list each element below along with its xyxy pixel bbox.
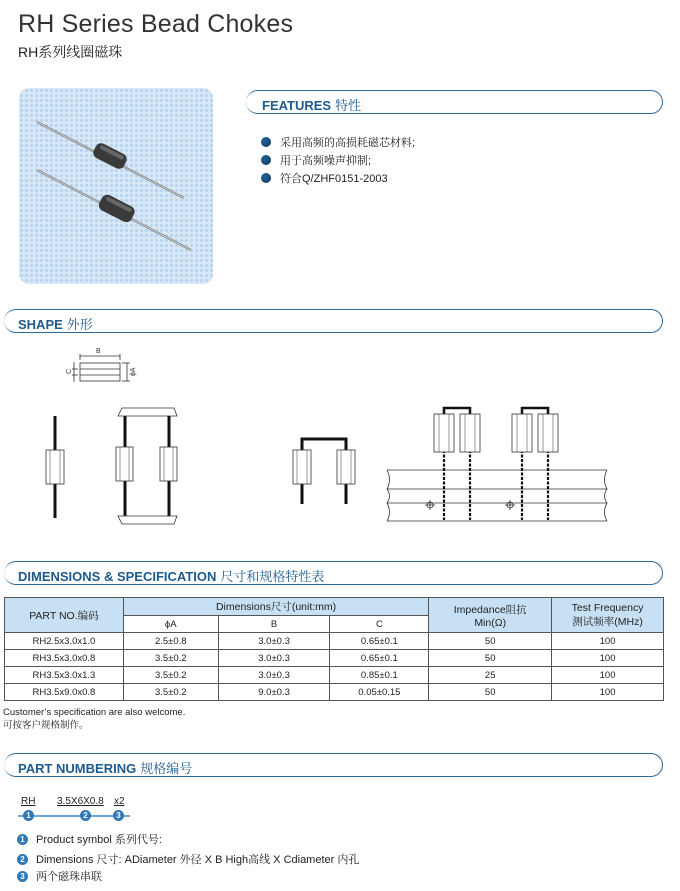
header-part-no: PART NO.编码 [5,598,124,633]
cell-frequency: 100 [552,650,664,667]
cell-a: 3.5±0.2 [123,667,218,684]
double-bead-frame-drawing [116,408,177,524]
header-dimensions: Dimensions尺寸(unit:mm) [123,598,428,616]
cell-frequency: 100 [552,667,664,684]
header-impedance: Impedance阻抗 Min(Ω) [429,598,552,633]
dim-label-b: B [96,348,101,355]
custom-spec-note-cn: 可按客户规格制作。 [3,720,89,731]
header-c: C [330,616,429,633]
shape-section-bar [4,309,663,333]
single-bead-drawing [46,416,64,518]
pcb-mount-drawing [387,408,607,521]
cell-c: 0.85±0.1 [330,667,429,684]
shape-heading-en: SHAPE [18,317,63,332]
cell-part: RH2.5x3.0x1.0 [5,633,124,650]
feature-item: 符合Q/ZHF0151-2003 [261,170,388,186]
cell-part: RH3.5x3.0x0.8 [5,650,124,667]
part-numbering-item: 2 Dimensions 尺寸: ADiameter 外径 X B High高线 X Cdiameter 内孔 [17,851,359,867]
cell-b: 3.0±0.3 [218,633,330,650]
cell-c: 0.65±0.1 [330,633,429,650]
number-1-icon: 1 [17,834,28,845]
specification-table [4,597,664,701]
part-numbering-heading-cn: 规格编号 [140,761,193,776]
cell-b: 3.0±0.3 [218,667,330,684]
marker-1: 1 [23,810,34,821]
page-subtitle: RH系列线圈磁珠 [18,44,123,60]
dimensions-heading-cn: 尺寸和规格特性表 [220,569,325,584]
marker-2: 2 [80,810,91,821]
dimensions-heading [18,566,324,585]
dimension-bead-drawing [72,354,130,382]
header-a: ϕA [123,616,218,633]
bullet-icon [261,137,271,147]
cell-part: RH3.5x9.0x0.8 [5,684,124,701]
part-numbering-item: 1 Product symbol 系列代号: [17,831,162,847]
part-numbering-heading [18,758,192,777]
u-bead-drawing [293,439,355,504]
table-row [5,667,664,684]
part-numbering-item: 3 两个磁珠串联 [17,868,102,884]
features-heading [262,95,361,114]
number-2-icon: 2 [17,854,28,865]
cell-part: RH3.5x3.0x1.3 [5,667,124,684]
number-3-icon: 3 [17,871,28,882]
cell-b: 9.0±0.3 [218,684,330,701]
cell-impedance: 50 [429,633,552,650]
dimensions-heading-en: DIMENSIONS & SPECIFICATION [18,569,217,584]
cell-impedance: 50 [429,650,552,667]
part-numbering-heading-en: PART NUMBERING [18,761,137,776]
shape-heading [18,314,93,333]
dim-label-a: ϕA [130,367,137,376]
cell-impedance: 25 [429,667,552,684]
code-segment-count: x2 [114,796,125,807]
feature-item: 采用高频的高损耗磁芯材料; [261,134,415,150]
marker-3: 3 [113,810,124,821]
table-row [5,684,664,701]
table-row [5,633,664,650]
bullet-icon [261,173,271,183]
cell-c: 0.05±0.15 [330,684,429,701]
code-segment-rh: RH [21,796,36,807]
shape-drawings [0,340,680,560]
cell-b: 3.0±0.3 [218,650,330,667]
cell-frequency: 100 [552,633,664,650]
dim-label-c: C [66,368,73,374]
cell-impedance: 50 [429,684,552,701]
cell-a: 3.5±0.2 [123,684,218,701]
cell-frequency: 100 [552,684,664,701]
cell-a: 2.5±0.8 [123,633,218,650]
header-test-frequency: Test Frequency 测试频率(MHz) [552,598,664,633]
bullet-icon [261,155,271,165]
code-segment-dimensions: 3.5X6X0.8 [57,796,104,807]
page-title: RH Series Bead Chokes [18,10,294,38]
features-heading-cn: 特性 [335,98,362,113]
cell-c: 0.65±0.1 [330,650,429,667]
table-row [5,650,664,667]
bead-chokes-illustration [19,88,213,284]
features-heading-en: FEATURES [262,98,332,113]
cell-a: 3.5±0.2 [123,650,218,667]
shape-heading-cn: 外形 [66,317,93,332]
table-header-row [5,598,664,616]
header-b: B [218,616,330,633]
feature-item: 用于高频噪声抑制; [261,152,371,168]
product-photo [19,88,213,284]
custom-spec-note: Customer’s specification are also welcome. [3,707,186,718]
